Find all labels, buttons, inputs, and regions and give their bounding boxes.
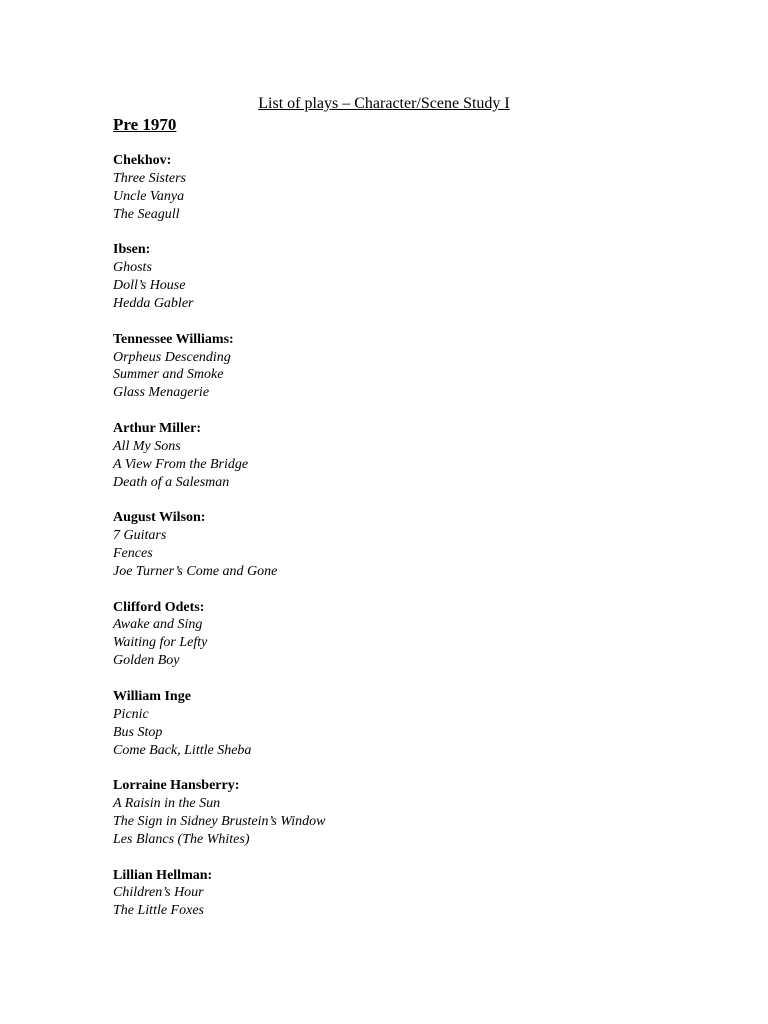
- play-title: Orpheus Descending: [113, 349, 231, 365]
- play-title: A Raisin in the Sun: [113, 796, 221, 812]
- section-heading: Pre 1970: [113, 115, 177, 134]
- play-title: Fences: [113, 546, 153, 562]
- play-title: Picnic: [113, 706, 149, 722]
- playwright-name: August Wilson:: [113, 510, 206, 526]
- play-title: Come Back, Little Sheba: [113, 742, 252, 758]
- playwright-list: [113, 152, 713, 938]
- playwright-name: Ibsen:: [113, 242, 151, 258]
- play-title: The Little Foxes: [113, 903, 204, 919]
- play-title: Awake and Sing: [113, 617, 203, 633]
- playwright-group: [113, 509, 713, 581]
- playwright-group: [113, 331, 713, 403]
- play-title: A View From the Bridge: [113, 456, 249, 472]
- play-title: Summer and Smoke: [113, 367, 224, 383]
- play-title: Joe Turner’s Come and Gone: [113, 563, 278, 579]
- play-title: All My Sons: [113, 438, 181, 454]
- playwright-group: [113, 599, 713, 671]
- playwright-group: [113, 420, 713, 492]
- play-title: Uncle Vanya: [113, 188, 185, 204]
- play-title: Children’s Hour: [113, 885, 204, 901]
- play-title: Death of a Salesman: [113, 474, 230, 490]
- playwright-group: [113, 241, 713, 313]
- play-title: Doll’s House: [113, 278, 186, 294]
- playwright-group: [113, 867, 713, 921]
- play-title: Waiting for Lefty: [113, 635, 208, 651]
- playwright-name: Clifford Odets:: [113, 599, 205, 615]
- playwright-name: William Inge: [113, 688, 191, 704]
- document-title: List of plays – Character/Scene Study I: [258, 95, 510, 112]
- play-title: The Seagull: [113, 206, 180, 222]
- play-title: Golden Boy: [113, 653, 180, 669]
- play-title: Hedda Gabler: [113, 296, 194, 312]
- playwright-name: Lorraine Hansberry:: [113, 778, 240, 794]
- play-title: Three Sisters: [113, 170, 186, 186]
- play-title: Ghosts: [113, 260, 152, 276]
- playwright-name: Lillian Hellman:: [113, 867, 213, 883]
- play-title: Les Blancs (The Whites): [113, 831, 250, 847]
- playwright-name: Tennessee Williams:: [113, 331, 234, 347]
- playwright-name: Chekhov:: [113, 153, 172, 168]
- playwright-group: [113, 152, 713, 224]
- playwright-group: [113, 777, 713, 849]
- playwright-name: Arthur Miller:: [113, 420, 201, 436]
- play-title: Glass Menagerie: [113, 385, 210, 401]
- play-title: Bus Stop: [113, 724, 163, 740]
- play-title: 7 Guitars: [113, 528, 167, 544]
- playwright-group: [113, 688, 713, 760]
- play-title: The Sign in Sidney Brustein’s Window: [113, 814, 326, 829]
